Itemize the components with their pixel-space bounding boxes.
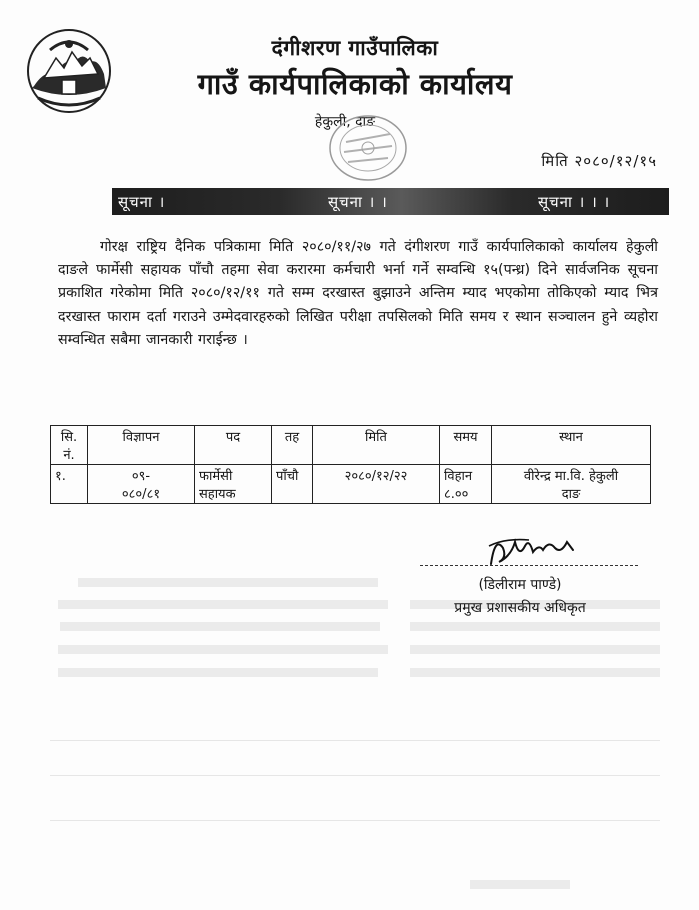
header-sn-line1: सि. [60,430,78,445]
cell-place-line1: वीरेन्द्र मा.वि. हेकुली [523,469,619,484]
office-location: हेकुली, दाङ [314,114,376,130]
cell-time-line1: विहान [444,469,473,484]
handwritten-signature-icon [485,528,595,578]
cell-time [440,465,492,504]
signature-line [420,565,638,566]
header-post: पद [195,426,272,465]
signatory-title: प्रमुख प्रशासकीय अधिकृत [454,600,586,616]
show-through-mark [410,668,660,677]
cell-serial-number: १. [51,465,88,504]
cell-time-line2: ८.०० [444,487,469,502]
notice-banner [112,188,669,215]
show-through-mark [58,600,388,609]
cell-adv-line1: ०९- [131,469,151,484]
office-name: दंगीशरण गाउँपालिका [271,36,439,60]
cell-place [492,465,651,504]
cell-advertisement [88,465,195,504]
header-advertisement: विज्ञापन [88,426,195,465]
header-date: मिति [313,426,440,465]
office-stamp-icon [326,112,410,184]
show-through-mark [470,880,570,889]
cell-post-line1: फार्मेसी [199,469,233,484]
show-through-mark [50,820,660,821]
show-through-mark [58,645,388,654]
show-through-mark [60,622,380,631]
show-through-mark [410,622,660,631]
cell-post [195,465,272,504]
show-through-mark [50,775,660,776]
cell-post-line2: सहायक [199,487,236,502]
header-level: तह [272,426,313,465]
cell-date: २०८०/१२/२२ [313,465,440,504]
notice-date: मिति २०८०/१२/१५ [541,152,657,170]
exam-schedule-table [50,425,651,504]
header-time: समय [440,426,492,465]
show-through-mark [78,578,378,587]
notice-body: गोरक्ष राष्ट्रिय दैनिक पत्रिकामा मिति २०८०/११/२७ गते दंगीशरण गाउँ कार्यपालिकाको कार्यालय हेकुली दाङले फार्मेसी सहायक पाँचौ तहमा सेवा करारमा कर्मचारी भर्ना गर्ने सम्वन्धि १५(पन्ध्र) दिने सार्वजनिक सूचना प्रकाशित गरेकोमा मिति २०८०/१२/११ गते सम्म दरखास्त बुझाउने अन्तिम म्याद भएकोमा तोकिएको म्याद भित्र दरखास्त फाराम दर्ता गराउने उम्मेदवारहरुको लिखित परीक्षा तपसिलको मिति समय र स्थान सञ्चालन हुने व्यहोरा सम्वन्धित सबैमा जानकारी गराईन्छ । [58,239,658,348]
office-title: गाउँ कार्यपालिकाको कार्यालय [197,67,513,101]
show-through-mark [410,645,660,654]
cell-level: पाँचौ [272,465,313,504]
cell-place-line2: दाङ [561,487,581,502]
signatory-name: (डिलीराम पाण्डे) [478,577,562,593]
header-serial-number [51,426,88,465]
banner-label-2: सूचना । । [328,193,388,211]
cell-adv-line2: ०८०/८१ [121,487,161,502]
show-through-mark [50,740,660,741]
show-through-mark [58,668,378,677]
banner-label-3: सूचना । । । [538,193,611,211]
table-header-row [51,426,651,465]
header-sn-line2: नं. [63,448,75,463]
header-place: स्थान [492,426,651,465]
nepal-emblem-icon [26,28,112,114]
table-row [51,465,651,504]
banner-label-1: सूचना । [118,193,166,211]
